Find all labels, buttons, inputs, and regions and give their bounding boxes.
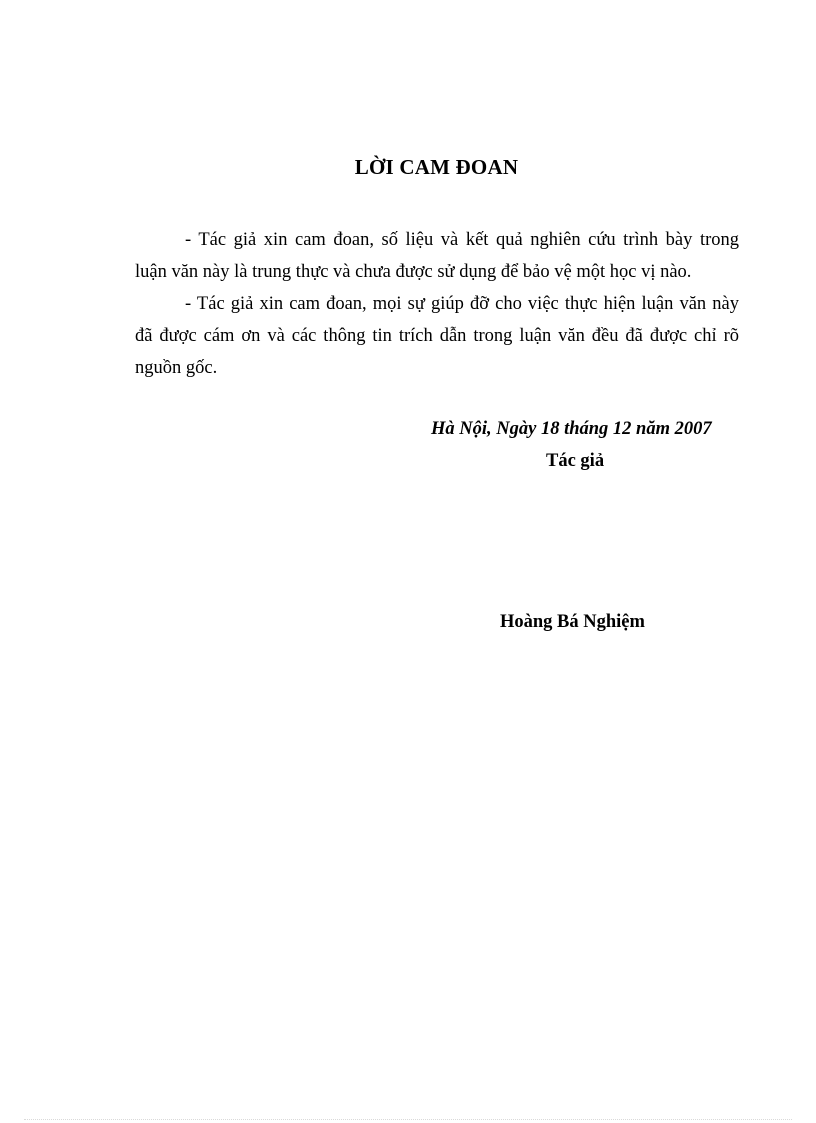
paragraph-1-line-2: luận văn này là trung thực và chưa được sử dụng để bảo vệ một học vị nào.: [135, 262, 692, 282]
page-bottom-divider: [24, 1119, 792, 1120]
declaration-paragraph-1: [135, 224, 739, 288]
signing-date: Hà Nội, Ngày 18 tháng 12 năm 2007: [431, 419, 712, 439]
declaration-paragraph-2: [135, 288, 739, 384]
declaration-body: [135, 224, 739, 384]
paragraph-2-line-2: đã được cám ơn và các thông tin trích dẫn trong luận văn đều đã được chỉ rõ: [135, 326, 739, 346]
author-name: Hoàng Bá Nghiệm: [500, 612, 645, 632]
paragraph-2-line-1: - Tác giả xin cam đoan, mọi sự giúp đỡ cho việc thực hiện luận văn này: [185, 294, 739, 314]
author-label: Tác giả: [546, 451, 605, 471]
page-title: LỜI CAM ĐOAN: [354, 155, 519, 179]
paragraph-2-line-3: nguồn gốc.: [135, 358, 218, 378]
paragraph-1-line-1: - Tác giả xin cam đoan, số liệu và kết quả nghiên cứu trình bày trong: [185, 230, 739, 250]
